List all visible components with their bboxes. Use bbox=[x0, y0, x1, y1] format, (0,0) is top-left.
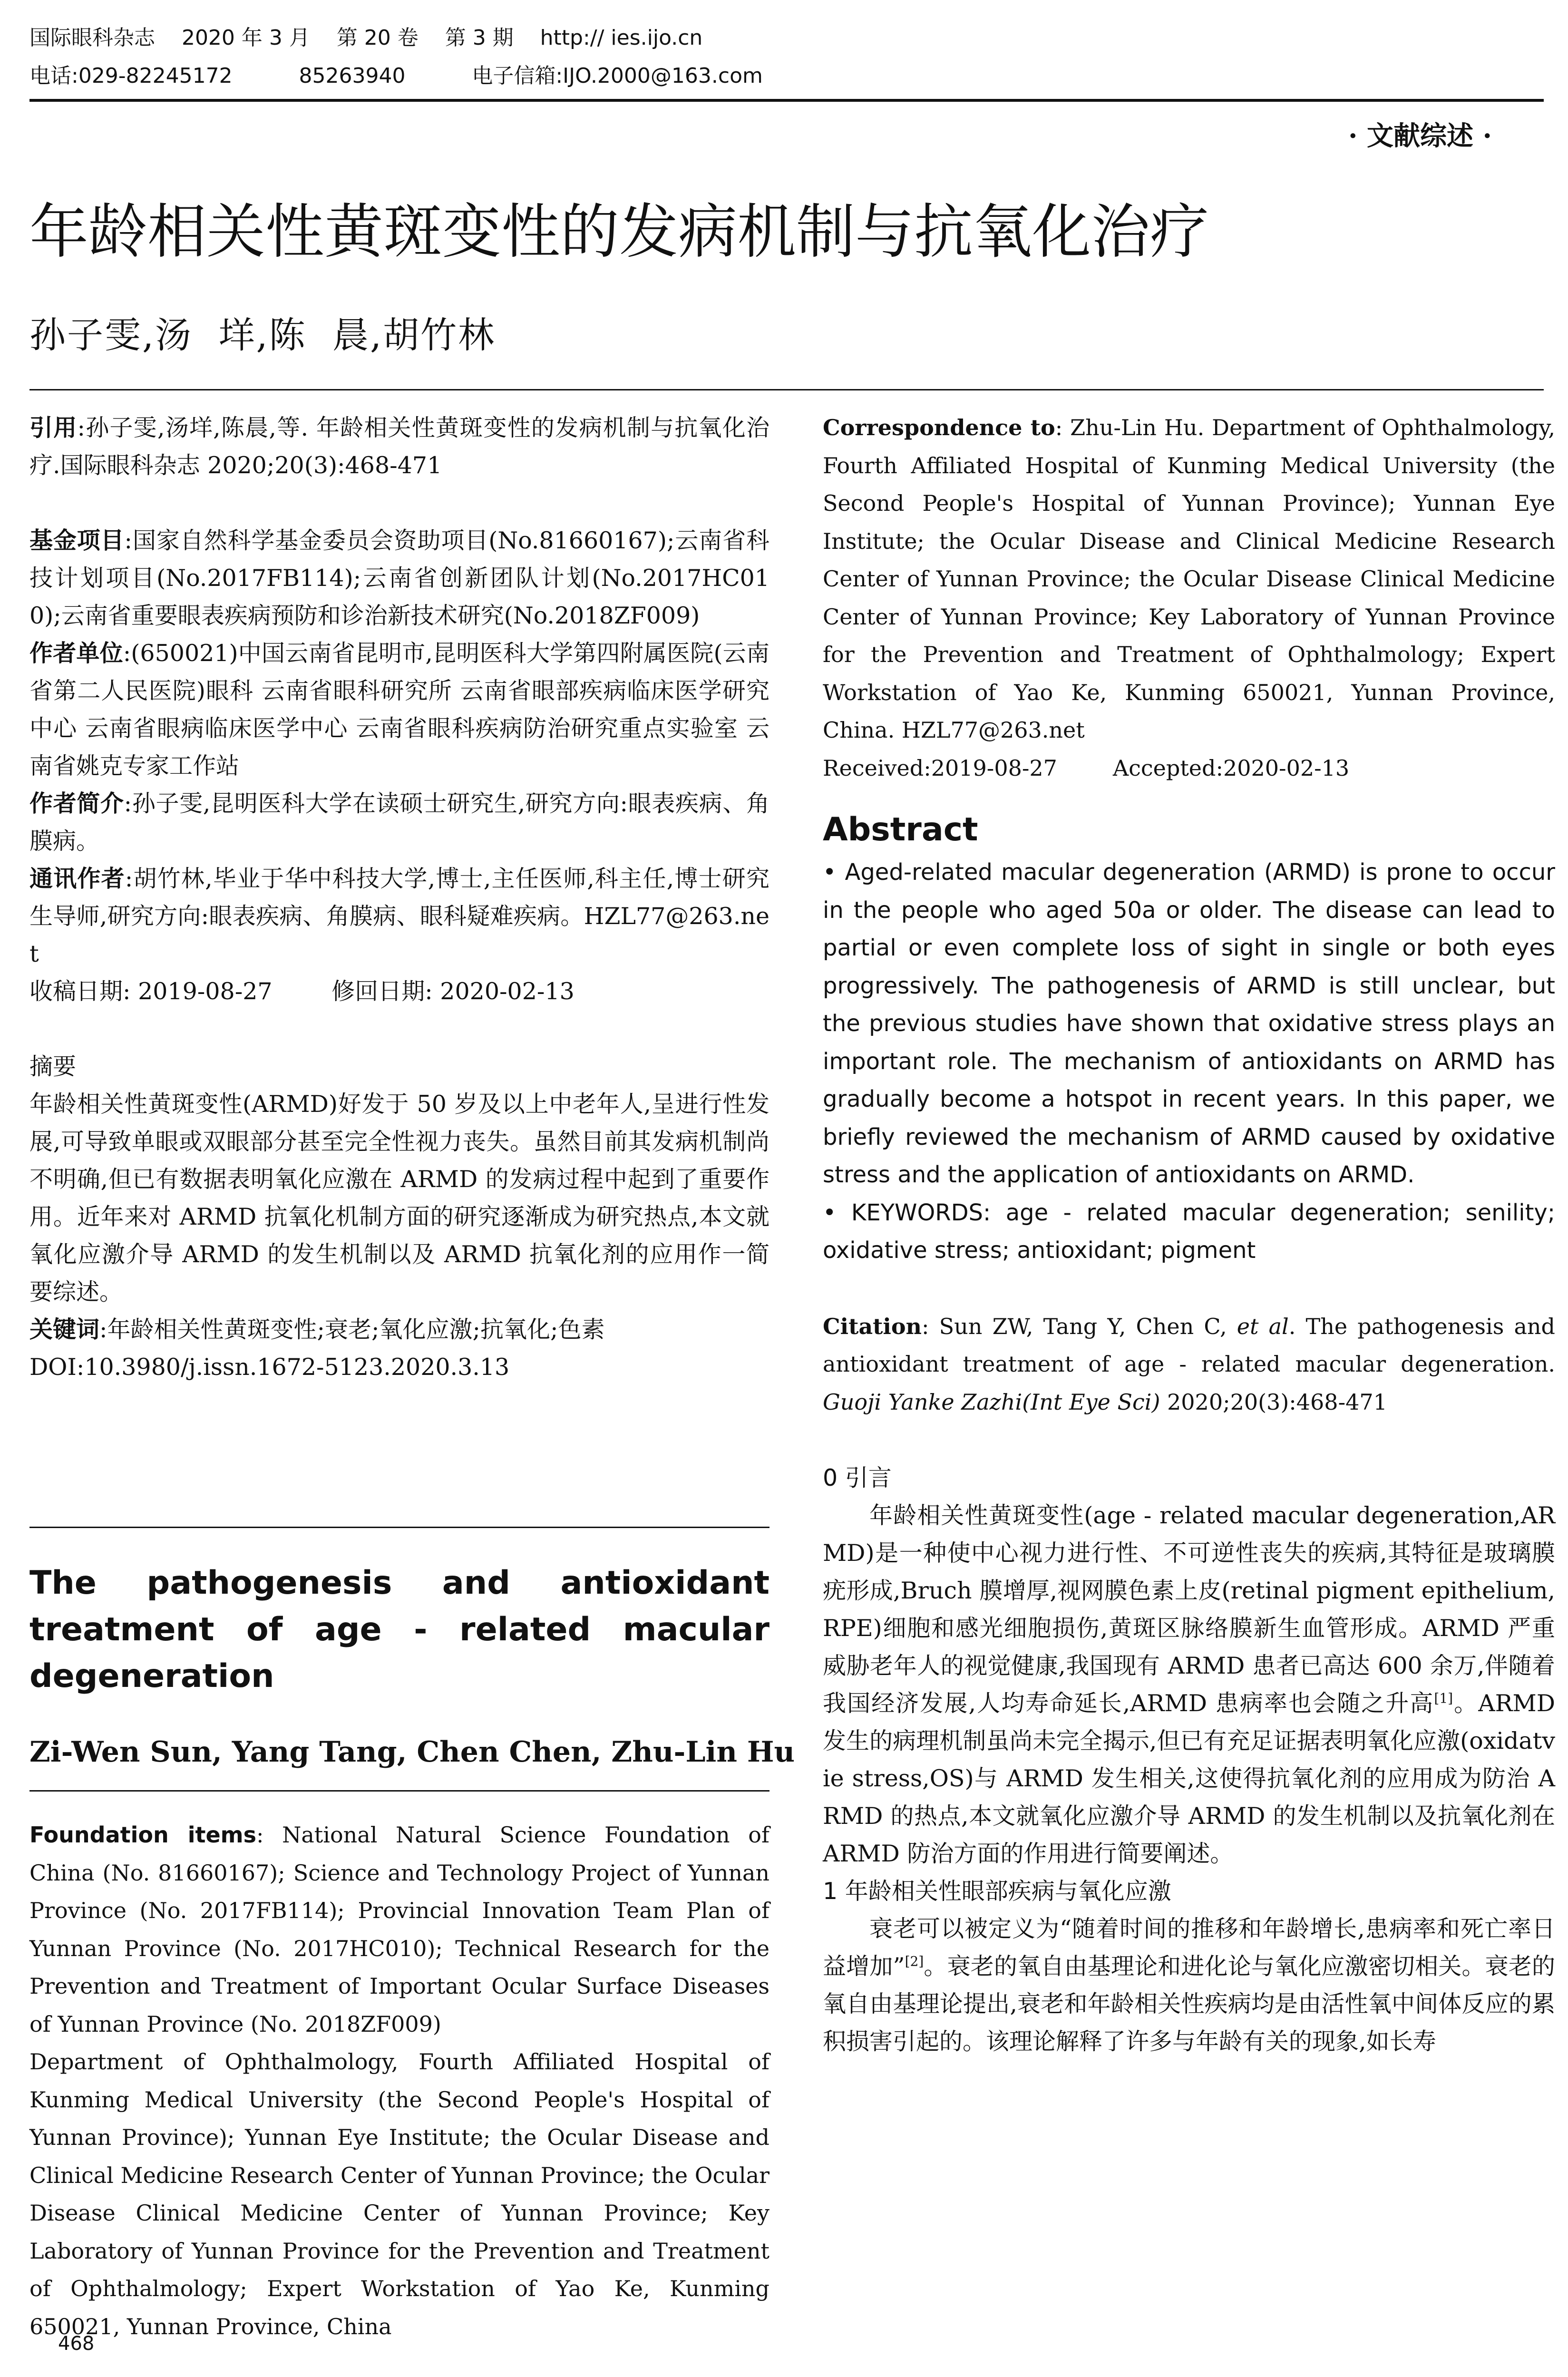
department-en: Department of Ophthalmology, Fourth Affiliated Hospital of Kunming Medical University (the Second People's Hospital of Yunnan Province); Yunnan Eye Institute; the Ocular Disease and Clinical Medicine Research Center of Yunnan Province; the Ocular Disease Clinical Medicine Center of Yunnan Province; Key Laboratory of Yunnan Province for the Prevention and Treatment of Ophthalmology; Expert Workstation of Yao Ke, Kunming 650021, Yunnan Province, China bbox=[29, 2049, 769, 2339]
authors-en-rule bbox=[29, 1790, 769, 1792]
abstract-cn: 年龄相关性黄斑变性(ARMD)好发于 50 岁及以上中老年人,呈进行性发展,可导致单眼或双眼部分甚至完全性视力丧失。虽然目前其发病机制尚不明确,但已有数据表明氧化应激在 ARMD 的发病过程中起到了重要作用。近年来对 ARMD 抗氧化机制方面的研究逐渐成为研究热点,本文就氧化应激介导 ARMD 的发生机制以及 ARMD 抗氧化剂的应用作一简要综述。 bbox=[29, 1091, 769, 1305]
correspondence-en: Correspondence to: Zhu-Lin Hu. Department of Ophthalmology, Fourth Affiliated Hospital of Kunming Medical University (the Second People's Hospital of Yunnan Province); Yunnan Eye Institute; the Ocular Disease and Clinical Medicine Research Center of Yunnan Province; the Ocular Disease Clinical Medicine Center of Yunnan Province; Key Laboratory of Yunnan Province for the Prevention and Treatment of Ophthalmology; Expert Workstation of Yao Ke, Kunming 650021, Yunnan Province, China. HZL77@263.net bbox=[823, 415, 1555, 743]
ref-2: [2] bbox=[905, 1953, 924, 1969]
article-title-cn: 年龄相关性黄斑变性的发病机制与抗氧化治疗 bbox=[29, 198, 1209, 266]
journal-header-line2: 电话:029-82245172 85263940 电子信箱:IJO.2000@163.com bbox=[29, 64, 763, 88]
abstract-en-heading: Abstract bbox=[823, 811, 978, 848]
author-bio-cn: 作者简介:孙子雯,昆明医科大学在读硕士研究生,研究方向:眼表疾病、角膜病。 bbox=[29, 790, 769, 855]
ref-1: [1] bbox=[1434, 1690, 1453, 1706]
section-1-paragraph: 衰老可以被定义为“随着时间的推移和年龄增长,患病率和死亡率日益增加”[2]。衰老的氧自由基理论和进化论与氧化应激密切相关。衰老的氧自由基理论提出,衰老和年龄相关性疾病均是由活性氧中间体反应的累积损害引起的。该理论解释了许多与年龄有关的现象,如长寿 bbox=[823, 1915, 1555, 2055]
english-section-rule bbox=[29, 1527, 769, 1528]
authors-cn: 孙子雯,汤 垟,陈 晨,胡竹林 bbox=[29, 314, 496, 356]
citation-en: Citation: Sun ZW, Tang Y, Chen C, et al. The pathogenesis and antioxidant treatment of age - related macular degeneration. Guoji Yanke Zazhi(Int Eye Sci) 2020;20(3):468-471 bbox=[823, 1313, 1555, 1415]
received-en: Received:2019-08-27 Accepted:2020-02-13 bbox=[823, 755, 1350, 781]
citation-cn: 引用:孙子雯,汤垟,陈晨,等. 年龄相关性黄斑变性的发病机制与抗氧化治疗.国际眼科杂志 2020;20(3):468-471 bbox=[29, 414, 769, 479]
corresponding-author-cn: 通讯作者:胡竹林,毕业于华中科技大学,博士,主任医师,科主任,博士研究生导师,研究方向:眼表疾病、角膜病、眼科疑难疾病。HZL77@263.net bbox=[29, 865, 769, 967]
affiliation-cn: 作者单位:(650021)中国云南省昆明市,昆明医科大学第四附属医院(云南省第二人民医院)眼科 云南省眼科研究所 云南省眼部疾病临床医学研究中心 云南省眼病临床医学中心 云南省眼科疾病防治研究重点实验室 云南省姚克专家工作站 bbox=[29, 640, 769, 779]
keywords-en: • KEYWORDS: age - related macular degeneration; senility; oxidative stress; antioxidant; pigment bbox=[823, 1199, 1555, 1264]
keywords-cn: 关键词:年龄相关性黄斑变性;衰老;氧化应激;抗氧化;色素 bbox=[29, 1316, 605, 1343]
authors-en: Zi-Wen Sun, Yang Tang, Chen Chen, Zhu-Lin Hu bbox=[29, 1735, 795, 1769]
right-column bbox=[823, 409, 1555, 2326]
title-rule bbox=[29, 389, 1544, 390]
section-tag: · 文献综述 · bbox=[1348, 120, 1492, 152]
section-1-heading: 1 年龄相关性眼部疾病与氧化应激 bbox=[823, 1878, 1171, 1905]
funding-cn: 基金项目:国家自然科学基金委员会资助项目(No.81660167);云南省科技计划项目(No.2017FB114);云南省创新团队计划(No.2017HC010);云南省重要眼表疾病预防和诊治新技术研究(No.2018ZF009) bbox=[29, 527, 769, 629]
journal-header-line1: 国际眼科杂志 2020 年 3 月 第 20 卷 第 3 期 http:// ies.ijo.cn bbox=[29, 26, 703, 50]
abstract-cn-heading: 摘要 bbox=[29, 1053, 77, 1080]
left-column-bottom bbox=[29, 1560, 795, 2339]
doi: DOI:10.3980/j.issn.1672-5123.2020.3.13 bbox=[29, 1354, 510, 1381]
page-number: 468 bbox=[58, 2333, 95, 2355]
foundation-items-en: Foundation items: National Natural Science Foundation of China (No. 81660167); Science and Technology Project of Yunnan Province (No. 2017FB114); Provincial Innovation Team Plan of Yunnan Province (No. 2017HC010); Technical Research for the Prevention and Treatment of Important Ocular Surface Diseases of Yunnan Province (No. 2018ZF009) bbox=[29, 1822, 769, 2037]
left-column-top bbox=[29, 409, 769, 1498]
intro-paragraph: 年龄相关性黄斑变性(age - related macular degeneration,ARMD)是一种使中心视力进行性、不可逆性丧失的疾病,其特征是玻璃膜疣形成,Bruch 膜增厚,视网膜色素上皮(retinal pigment epithelium,RPE)细胞和感光细胞损伤,黄斑区脉络膜新生血管形成。ARMD 严重威胁老年人的视觉健康,我国现有 ARMD 患者已高达 600 余万,伴随着我国经济发展,人均寿命延长,ARMD 患病率也会随之升高[1]。ARMD 发生的病理机制虽尚未完全揭示,但已有充足证据表明氧化应激(oxidatvie stress,OS)与 ARMD 发生相关,这使得抗氧化剂的应用成为防治 ARMD 的热点,本文就氧化应激介导 ARMD 的发生机制以及抗氧化剂在 ARMD 防治方面的作用进行简要阐述。 bbox=[823, 1502, 1556, 1867]
abstract-en: • Aged-related macular degeneration (ARMD) is prone to occur in the people who aged 50a or older. The disease can lead to partial or even complete loss of sight in single or both eyes progressively. The pathogenesis of ARMD is still unclear, but the previous studies have shown that oxidative stress plays an important role. The mechanism of antioxidants on ARMD has gradually become a hotspot in recent years. In this paper, we briefly reviewed the mechanism of ARMD caused by oxidative stress and the application of antioxidants on ARMD. bbox=[823, 859, 1555, 1188]
intro-heading: 0 引言 bbox=[823, 1464, 892, 1491]
dates-cn: 收稿日期: 2019-08-27 修回日期: 2020-02-13 bbox=[29, 978, 575, 1005]
header-rule bbox=[29, 99, 1544, 102]
article-title-en: The pathogenesis and antioxidant treatment of age - related macular degeneration bbox=[29, 1564, 769, 1695]
